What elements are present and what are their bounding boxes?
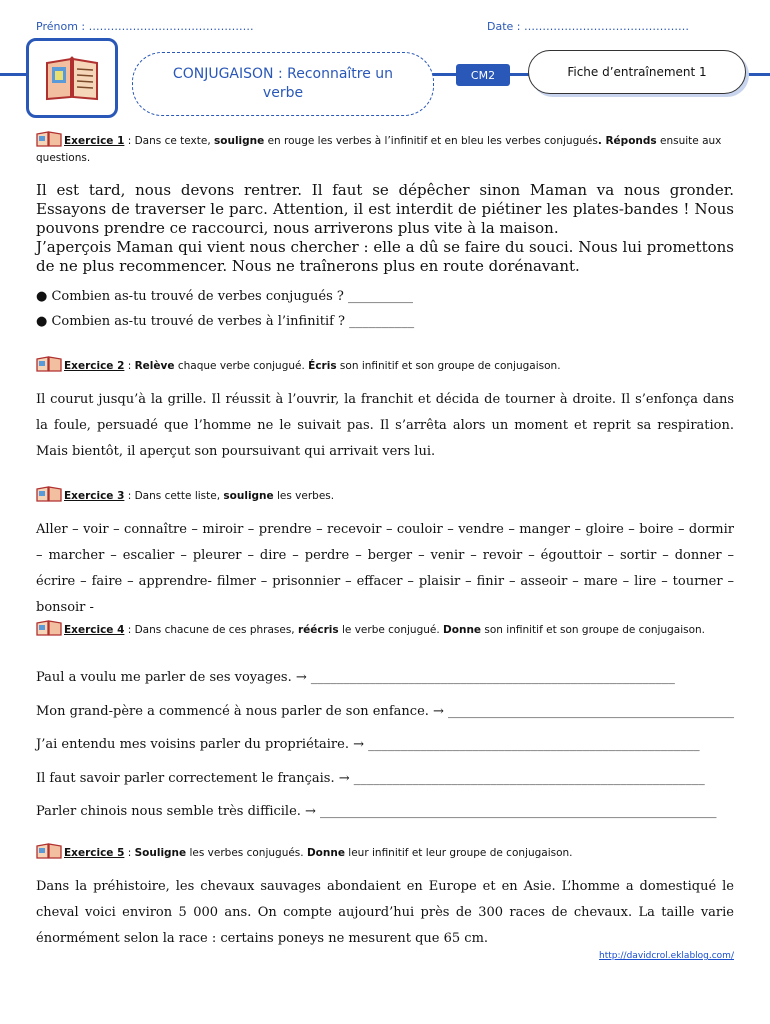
ex5-text: leur infinitif et leur groupe de conjugaison. [344,847,573,859]
answer-line: Mon grand-père a commencé à nous parler de son enfance. → ____________________________________________ [36,704,735,719]
book-icon [36,486,62,502]
exercise-3-instructions [36,486,736,505]
ex2-text: : [124,360,135,372]
exercise-4-instructions [36,620,736,639]
exercise-3-word-list: Aller – voir – connaître – miroir – prendre – recevoir – couloir – vendre – manger – gloire – boire – dormir – marcher – escalier – pleurer – dire – perdre – berger – venir – revoir – égouttoir – sortir – donner – écrire – faire – apprendre- filmer – prisonnier – effacer – plaisir – finir – asseoir – mare – lire – tourner – bonsoir - [36,522,734,615]
book-logo [26,38,118,118]
ex1-text: ensuite aux questions. [36,135,722,164]
exercise-1-instructions [36,131,736,167]
exercise-2-text: Il courut jusqu’à la grille. Il réussit à l’ouvrir, la franchit et décida de tourner à droite. Il s’enfonça dans la foule, persuadé que l’homme ne le suivait pas. Il s’arrêta alors un moment et reprit sa respiration. Mais bientôt, il aperçut son poursuivant qui arrivait vers lui. [36,392,734,459]
ex2-text: chaque verbe conjugué. [174,360,309,372]
ex3-keyword: souligne [223,490,274,502]
answer-line: Parler chinois nous semble très difficile. → _____________________________________________________________ [36,804,717,819]
ex2-text: son infinitif et son groupe de conjugaison. [336,360,561,372]
answer-line: J’ai entendu mes voisins parler du propriétaire. → ___________________________________________________ [36,737,700,752]
ex4-text: son infinitif et son groupe de conjugaison. [481,624,705,636]
exercise-5-number: Exercice 5 [64,847,125,859]
prenom-field: Prénom : ……………………………………… [36,20,254,33]
question-infinitive-count: ● Combien as-tu trouvé de verbes à l’infinitif ? __________ [36,314,415,329]
date-field: Date : ……………………………………… [487,20,689,33]
level-badge: CM2 [456,64,510,86]
fiche-label: Fiche d’entraînement 1 [528,50,746,94]
book-icon [36,131,62,147]
book-icon [36,843,62,859]
page-title: CONJUGAISON : Reconnaître un verbe [172,66,394,101]
ex2-keyword: Relève [134,360,175,372]
ex4-text: : Dans chacune de ces phrases, [124,624,298,636]
answer-line: Il faut savoir parler correctement le français. → ______________________________________________________ [36,771,705,786]
ex1-keyword: souligne [214,135,265,147]
exercise-2-number: Exercice 2 [64,360,125,372]
ex5-keyword: Souligne [134,847,187,859]
ex4-keyword: réécris [297,624,339,636]
ex1-text: : Dans ce texte, [124,135,214,147]
open-book-icon [43,53,101,103]
ex3-text: les verbes. [273,490,335,502]
exercise-1-text [36,181,734,276]
ex1-paragraph: J’aperçois Maman qui vient nous chercher : elle a dû se faire du souci. Nous lui promettons de ne plus recommencer. Nous ne traînerons plus en route dorénavant. [36,238,734,275]
ex5-keyword: Donne [306,847,345,859]
ex4-text: le verbe conjugué. [338,624,444,636]
ex5-text: : [124,847,135,859]
exercise-1-number: Exercice 1 [64,135,125,147]
ex1-keyword: . Réponds [597,135,657,147]
exercise-3-number: Exercice 3 [64,490,125,502]
book-icon [36,620,62,636]
footer-link[interactable]: http://davidcrol.eklablog.com/ [599,951,734,961]
exercise-5-instructions [36,843,736,862]
exercise-2-instructions [36,356,736,375]
ex4-keyword: Donne [443,624,482,636]
ex3-text: : Dans cette liste, [124,490,224,502]
ex1-text: en rouge les verbes à l’infinitif et en bleu les verbes conjugués [264,135,598,147]
ex1-paragraph: Il est tard, nous devons rentrer. Il faut se dépêcher sinon Maman va nous gronder. Essayons de traverser le parc. Attention, il est interdit de piétiner les plates-bandes ! Nous pouvons prendre ce raccourci, nous arriverons plus vite à la maison. [36,181,734,237]
ex2-keyword: Écris [308,360,337,372]
title-box [132,52,434,116]
ex5-text: les verbes conjugués. [186,847,307,859]
exercise-4-number: Exercice 4 [64,624,125,636]
answer-line: Paul a voulu me parler de ses voyages. → ________________________________________________________ [36,670,675,685]
exercise-5-text: Dans la préhistoire, les chevaux sauvages abondaient en Europe et en Asie. L’homme a domestiqué le cheval voici environ 5 000 ans. On compte aujourd’hui près de 300 races de chevaux. La taille varie énormément selon la race : certains poneys ne mesurent que 65 cm. [36,879,734,946]
question-conjugated-count: ● Combien as-tu trouvé de verbes conjugués ? __________ [36,289,413,304]
book-icon [36,356,62,372]
